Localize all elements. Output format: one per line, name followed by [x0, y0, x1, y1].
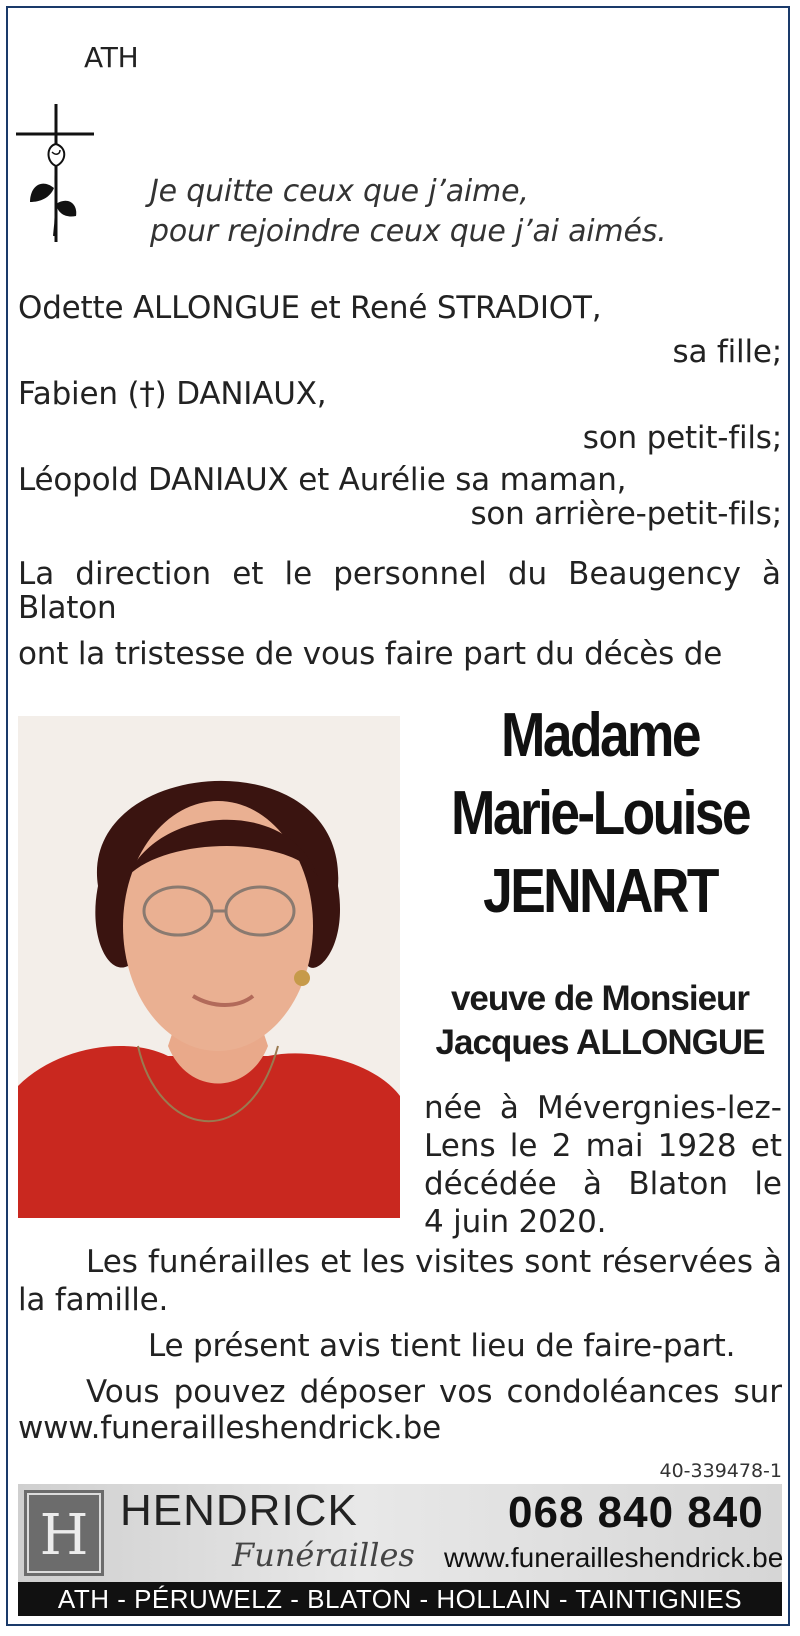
- hendrick-logo: [24, 1490, 104, 1576]
- birth-death-line-3: décédée à Blaton le: [424, 1166, 782, 1202]
- reference-number: 40-339478-1: [659, 1460, 782, 1482]
- staff-line-1: La direction et le personnel du Beaugency à: [18, 556, 781, 592]
- funeral-home-phone[interactable]: 068 840 840: [508, 1488, 764, 1537]
- staff-line-2: Blaton: [18, 590, 117, 626]
- deceased-portrait: [18, 716, 400, 1218]
- condolences-line-1: Vous pouvez déposer vos condoléances sur: [86, 1374, 782, 1410]
- epitaph-line-1: Je quitte ceux que j’aime,: [150, 174, 529, 209]
- widow-line-2: Jacques ALLONGUE: [435, 1023, 765, 1062]
- family-member-relation: sa fille;: [672, 334, 782, 370]
- funeral-home-website[interactable]: www.funerailleshendrick.be: [444, 1542, 784, 1573]
- family-member-relation: son arrière-petit-fils;: [470, 496, 782, 532]
- cross-with-rose-icon: [16, 104, 100, 250]
- locations-bar: ATH - PÉRUWELZ - BLATON - HOLLAIN - TAINTIGNIES: [18, 1582, 782, 1616]
- birth-death-line-1: née à Mévergnies-lez-: [424, 1090, 782, 1126]
- family-member-relation: son petit-fils;: [582, 420, 782, 456]
- notice-line: Le présent avis tient lieu de faire-part.: [148, 1328, 736, 1364]
- city-label: ATH: [84, 41, 139, 74]
- family-member-name: Léopold DANIAUX et Aurélie sa maman,: [18, 462, 627, 498]
- deceased-first-name: Marie-Louise: [451, 779, 749, 848]
- condolences-website[interactable]: www.funerailleshendrick.be: [18, 1410, 441, 1446]
- funeral-line-2: la famille.: [18, 1282, 169, 1318]
- funeral-line-1: Les funérailles et les visites sont réservées à: [86, 1244, 782, 1280]
- svg-text:H: H: [39, 1503, 89, 1568]
- birth-death-line-2: Lens le 2 mai 1928 et: [424, 1128, 782, 1164]
- family-member-name: Odette ALLONGUE et René STRADIOT,: [18, 290, 602, 326]
- deceased-title: Madame: [501, 701, 699, 770]
- birth-death-line-4: 4 juin 2020.: [424, 1204, 607, 1240]
- epitaph-line-2: pour rejoindre ceux que j’ai aimés.: [150, 214, 667, 249]
- funeral-home-name: HENDRICK: [120, 1486, 358, 1535]
- family-member-name: Fabien (†) DANIAUX,: [18, 376, 327, 412]
- widow-line-1: veuve de Monsieur: [450, 979, 750, 1018]
- announcement: ont la tristesse de vous faire part du décès de: [18, 636, 723, 672]
- deceased-last-name: JENNART: [483, 857, 717, 926]
- funeral-home-subtitle: Funérailles: [232, 1536, 415, 1574]
